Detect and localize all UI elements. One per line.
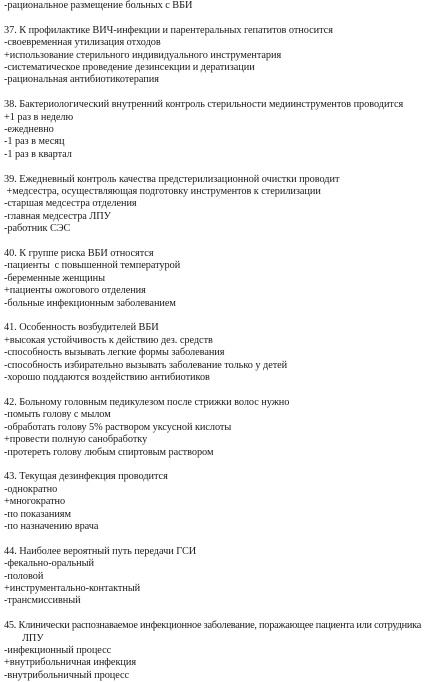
answer-option: +многократно <box>4 496 66 508</box>
answer-option: -своевременная утилизация отходов <box>4 37 161 49</box>
answer-option: -способность вызывать легкие формы заболевания <box>4 347 225 359</box>
question-title: 38. Бактериологический внутренний контроль стерильности медиинструментов проводится <box>4 99 404 111</box>
answer-option: +высокая устойчивость к действию дез. средств <box>4 334 213 346</box>
answer-option: -инфекционный процесс <box>4 644 112 656</box>
answer-option: +внутрибольничная инфекция <box>4 657 137 669</box>
answer-option: -главная медсестра ЛПУ <box>4 210 111 222</box>
answer-option: -старшая медсестра отделения <box>4 198 137 210</box>
answer-option: -половой <box>4 570 44 582</box>
question-title: 44. Наиболее вероятный путь передачи ГСИ <box>4 545 197 557</box>
question-38 <box>4 99 420 161</box>
document-page <box>4 0 422 681</box>
question-42 <box>4 397 420 459</box>
answer-option: -фекально-оральный <box>4 558 94 570</box>
answer-option: -помыть голову с мылом <box>4 409 111 421</box>
question-41 <box>4 322 420 384</box>
answer-option: +провести полную санобработку <box>4 434 148 446</box>
spacer <box>4 385 420 397</box>
question-title-continuation: ЛПУ <box>22 632 44 644</box>
answer-option: -пациенты с повышенной температурой <box>4 260 181 272</box>
answer-option: -однократно <box>4 483 58 495</box>
answer-option: -больные инфекционным заболеванием <box>4 297 176 309</box>
question-title: 43. Текущая дезинфекция проводится <box>4 471 168 483</box>
answer-option: +пациенты ожогового отделения <box>4 285 146 297</box>
spacer <box>4 608 420 620</box>
answer-option: +1 раз в неделю <box>4 111 74 123</box>
answer-option: -внутрибольничный процесс <box>4 669 130 681</box>
question-title: 42. Больному головным педикулезом после стрижки волос нужно <box>4 396 290 408</box>
question-44 <box>4 546 420 608</box>
question-title: 45. Клинически распознаваемое инфекционное заболевание, поражающее пациента или сотрудника <box>4 620 422 632</box>
answer-option: -по назначению врача <box>4 520 99 532</box>
spacer <box>4 533 420 545</box>
answer-option: -хорошо поддаются воздействию антибиотиков <box>4 372 210 384</box>
answer-option: -систематическое проведение дезинсекции и дератизации <box>4 62 255 74</box>
spacer <box>4 161 420 173</box>
answer-option: -работник СЭС <box>4 223 71 235</box>
answer-option: -обработать голову 5% раствором уксусной кислоты <box>4 421 232 433</box>
intro-line: -рациональное размещение больных с ВБИ <box>4 0 193 11</box>
answer-option: -рациональная антибиотикотерапия <box>4 74 159 86</box>
answer-option: -беременные женщины <box>4 272 105 284</box>
question-title: 37. К профилактике ВИЧ-инфекции и парентеральных гепатитов относится <box>4 24 333 36</box>
question-title: 39. Ежедневный контроль качества предстерилизационной очистки проводит <box>4 173 340 185</box>
answer-option: -трансмиссивный <box>4 595 81 607</box>
answer-option: -1 раз в квартал <box>4 148 72 160</box>
question-37 <box>4 25 420 87</box>
spacer <box>4 236 420 248</box>
answer-option: -1 раз в месяц <box>4 136 65 148</box>
question-39 <box>4 174 420 236</box>
answer-option: -по показаниям <box>4 508 71 520</box>
spacer <box>4 459 420 471</box>
question-title: 41. Особенность возбудителей ВБИ <box>4 322 159 334</box>
spacer <box>4 310 420 322</box>
answer-option: -способность избирательно вызывать заболевание только у детей <box>4 359 288 371</box>
question-title: 40. К группе риска ВБИ относятся <box>4 248 154 260</box>
question-43 <box>4 471 420 533</box>
answer-option: +медсестра, осуществляющая подготовку инструментов к стерилизации <box>4 186 321 198</box>
spacer <box>4 12 420 24</box>
answer-option: -ежедневно <box>4 124 54 136</box>
answer-option: -протереть голову любым спиртовым раствором <box>4 446 214 458</box>
question-40 <box>4 248 420 310</box>
answer-option: +инструментально-контактный <box>4 582 141 594</box>
spacer <box>4 87 420 99</box>
question-45 <box>4 620 420 682</box>
answer-option: +использование стерильного индивидуального инструментария <box>4 49 282 61</box>
